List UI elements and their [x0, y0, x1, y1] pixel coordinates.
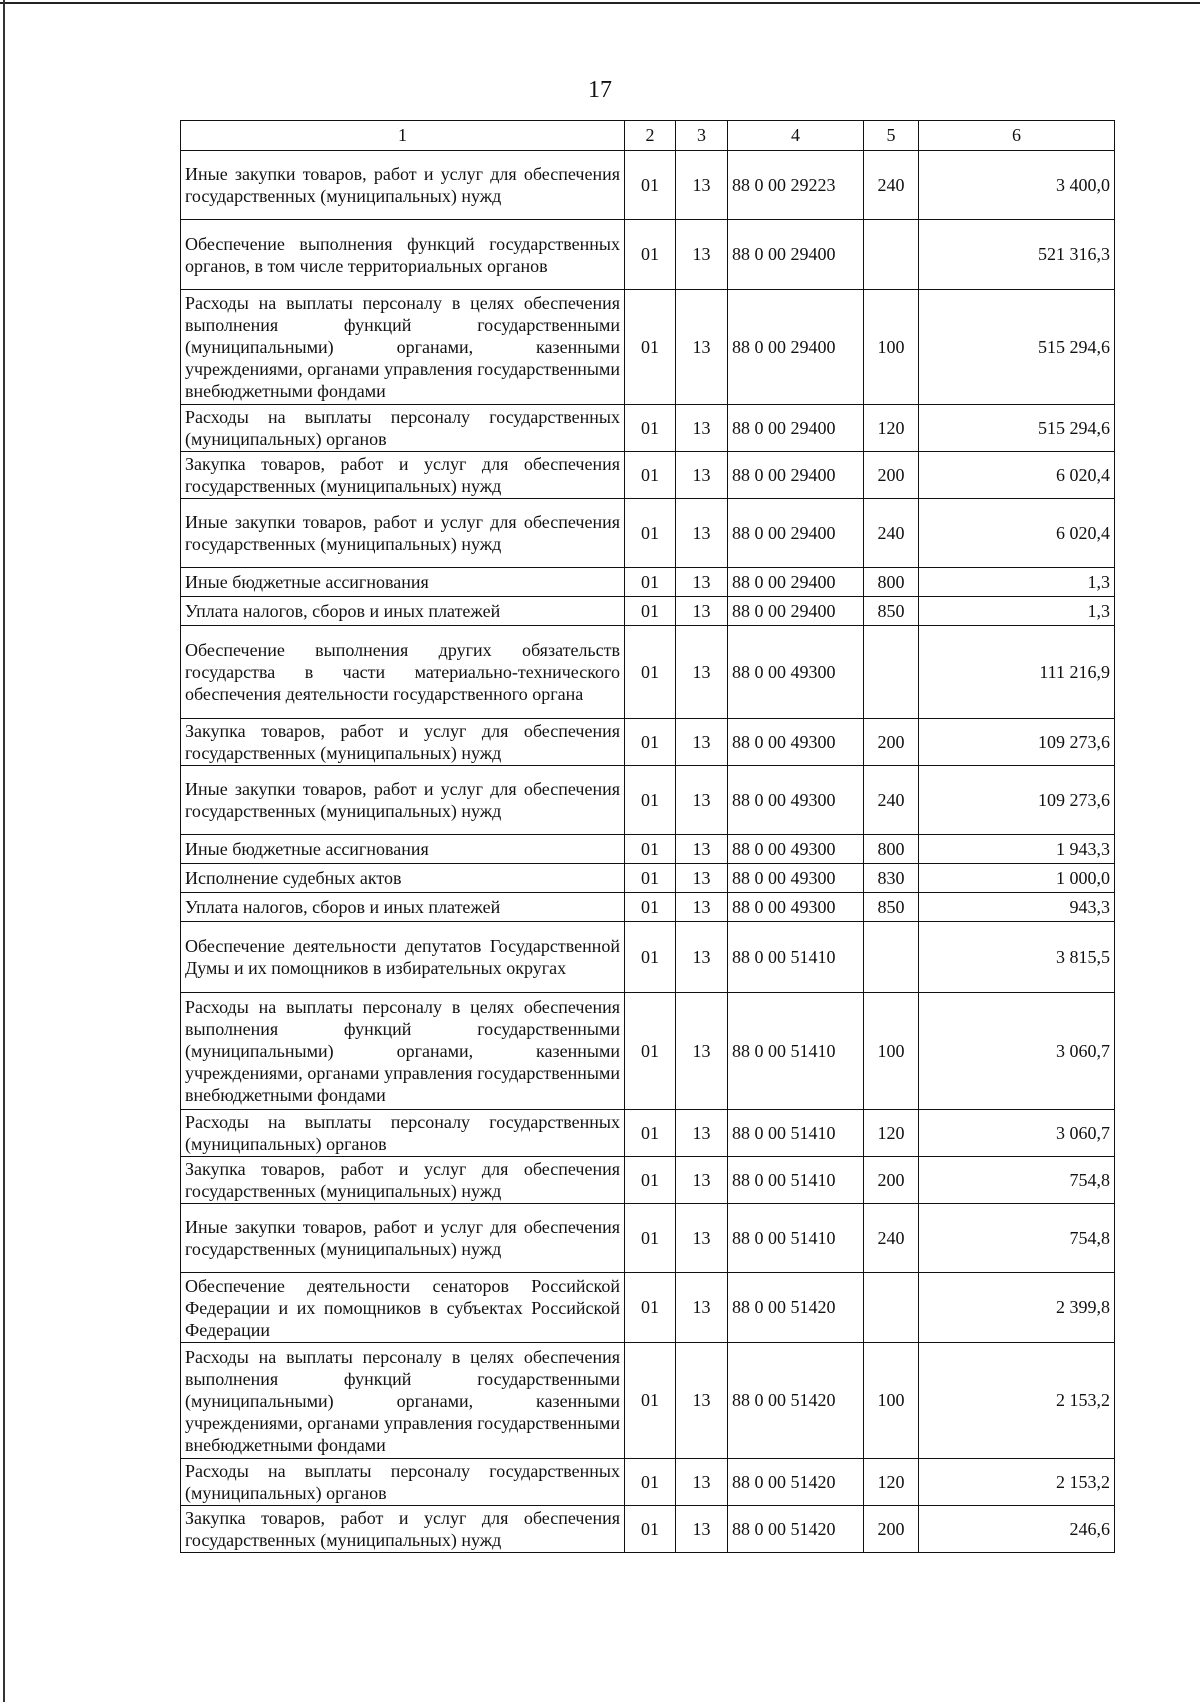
row-amount: 521 316,3 [919, 220, 1115, 290]
row-amount: 109 273,6 [919, 766, 1115, 835]
row-subsection: 13 [676, 719, 728, 766]
row-amount: 246,6 [919, 1506, 1115, 1553]
row-amount: 6 020,4 [919, 499, 1115, 568]
row-target-article: 88 0 00 49300 [728, 626, 864, 719]
row-subsection: 13 [676, 1506, 728, 1553]
row-target-article: 88 0 00 49300 [728, 719, 864, 766]
row-subsection: 13 [676, 151, 728, 220]
row-section: 01 [625, 290, 676, 405]
row-section: 01 [625, 597, 676, 626]
row-target-article: 88 0 00 29400 [728, 568, 864, 597]
row-expense-type [864, 626, 919, 719]
row-subsection: 13 [676, 220, 728, 290]
row-target-article: 88 0 00 51410 [728, 1110, 864, 1157]
row-subsection: 13 [676, 452, 728, 499]
table-row [181, 1204, 1115, 1273]
row-name: Исполнение судебных актов [181, 864, 625, 893]
header-col-5: 5 [864, 121, 919, 151]
table-row [181, 626, 1115, 719]
row-section: 01 [625, 864, 676, 893]
table-row [181, 893, 1115, 922]
budget-table [180, 120, 1115, 1553]
row-name: Закупка товаров, работ и услуг для обеспечения государственных (муниципальных) нужд [181, 719, 625, 766]
header-col-3: 3 [676, 121, 728, 151]
header-col-6: 6 [919, 121, 1115, 151]
row-target-article: 88 0 00 51410 [728, 1204, 864, 1273]
row-expense-type: 100 [864, 1343, 919, 1459]
table-header-row [181, 121, 1115, 151]
row-section: 01 [625, 626, 676, 719]
row-target-article: 88 0 00 51420 [728, 1343, 864, 1459]
row-name: Иные закупки товаров, работ и услуг для обеспечения государственных (муниципальных) нужд [181, 766, 625, 835]
row-section: 01 [625, 766, 676, 835]
row-section: 01 [625, 452, 676, 499]
row-subsection: 13 [676, 568, 728, 597]
row-expense-type: 830 [864, 864, 919, 893]
table-row [181, 993, 1115, 1110]
row-section: 01 [625, 568, 676, 597]
row-amount: 6 020,4 [919, 452, 1115, 499]
row-amount: 111 216,9 [919, 626, 1115, 719]
row-target-article: 88 0 00 29400 [728, 597, 864, 626]
row-expense-type: 240 [864, 1204, 919, 1273]
row-section: 01 [625, 719, 676, 766]
table-row [181, 597, 1115, 626]
row-section: 01 [625, 1273, 676, 1343]
row-expense-type: 200 [864, 719, 919, 766]
row-section: 01 [625, 220, 676, 290]
table-row [181, 922, 1115, 993]
row-amount: 754,8 [919, 1157, 1115, 1204]
row-amount: 515 294,6 [919, 405, 1115, 452]
row-expense-type: 850 [864, 597, 919, 626]
row-expense-type: 240 [864, 499, 919, 568]
row-target-article: 88 0 00 29400 [728, 290, 864, 405]
row-target-article: 88 0 00 49300 [728, 864, 864, 893]
table-row [181, 568, 1115, 597]
row-expense-type: 120 [864, 1459, 919, 1506]
row-subsection: 13 [676, 1204, 728, 1273]
table-body [181, 121, 1115, 1553]
table-row [181, 452, 1115, 499]
table-row [181, 766, 1115, 835]
row-target-article: 88 0 00 29400 [728, 452, 864, 499]
row-subsection: 13 [676, 1273, 728, 1343]
row-subsection: 13 [676, 835, 728, 864]
row-expense-type: 100 [864, 290, 919, 405]
row-amount: 2 153,2 [919, 1459, 1115, 1506]
table-row [181, 864, 1115, 893]
row-target-article: 88 0 00 51410 [728, 1157, 864, 1204]
row-expense-type: 200 [864, 1157, 919, 1204]
row-amount: 2 153,2 [919, 1343, 1115, 1459]
row-expense-type: 850 [864, 893, 919, 922]
row-name: Иные закупки товаров, работ и услуг для обеспечения государственных (муниципальных) нужд [181, 499, 625, 568]
row-target-article: 88 0 00 51410 [728, 922, 864, 993]
row-target-article: 88 0 00 29400 [728, 405, 864, 452]
row-name: Иные закупки товаров, работ и услуг для обеспечения государственных (муниципальных) нужд [181, 1204, 625, 1273]
row-section: 01 [625, 1110, 676, 1157]
row-target-article: 88 0 00 51420 [728, 1506, 864, 1553]
row-target-article: 88 0 00 29400 [728, 220, 864, 290]
scan-top-edge [0, 2, 1200, 4]
row-subsection: 13 [676, 1157, 728, 1204]
row-expense-type: 120 [864, 405, 919, 452]
header-col-4: 4 [728, 121, 864, 151]
row-name: Уплата налогов, сборов и иных платежей [181, 597, 625, 626]
row-subsection: 13 [676, 1110, 728, 1157]
row-section: 01 [625, 1459, 676, 1506]
row-amount: 3 400,0 [919, 151, 1115, 220]
row-name: Расходы на выплаты персоналу государственных (муниципальных) органов [181, 1110, 625, 1157]
row-expense-type: 200 [864, 452, 919, 499]
row-subsection: 13 [676, 626, 728, 719]
row-expense-type [864, 922, 919, 993]
row-subsection: 13 [676, 597, 728, 626]
row-name: Обеспечение выполнения функций государственных органов, в том числе территориальных органов [181, 220, 625, 290]
row-amount: 3 060,7 [919, 1110, 1115, 1157]
table-row [181, 1343, 1115, 1459]
row-subsection: 13 [676, 864, 728, 893]
row-expense-type: 200 [864, 1506, 919, 1553]
row-section: 01 [625, 993, 676, 1110]
row-target-article: 88 0 00 49300 [728, 835, 864, 864]
table-row [181, 719, 1115, 766]
row-name: Расходы на выплаты персоналу государственных (муниципальных) органов [181, 405, 625, 452]
row-target-article: 88 0 00 29223 [728, 151, 864, 220]
row-section: 01 [625, 1343, 676, 1459]
row-subsection: 13 [676, 766, 728, 835]
row-expense-type: 120 [864, 1110, 919, 1157]
table-row [181, 499, 1115, 568]
table-row [181, 1157, 1115, 1204]
row-name: Иные бюджетные ассигнования [181, 568, 625, 597]
table-row [181, 290, 1115, 405]
table-row [181, 1273, 1115, 1343]
row-expense-type [864, 1273, 919, 1343]
row-name: Расходы на выплаты персоналу в целях обеспечения выполнения функций государственными (муниципальными) органами, казенными учреждениями, органами управления государственными внебюджетными фондами [181, 1343, 625, 1459]
row-name: Закупка товаров, работ и услуг для обеспечения государственных (муниципальных) нужд [181, 1157, 625, 1204]
row-target-article: 88 0 00 51410 [728, 993, 864, 1110]
row-expense-type: 100 [864, 993, 919, 1110]
row-section: 01 [625, 405, 676, 452]
table-row [181, 1110, 1115, 1157]
row-subsection: 13 [676, 993, 728, 1110]
row-subsection: 13 [676, 405, 728, 452]
header-col-2: 2 [625, 121, 676, 151]
row-name: Обеспечение выполнения других обязательств государства в части материально-технического обеспечения деятельности государственного органа [181, 626, 625, 719]
header-col-1: 1 [181, 121, 625, 151]
table-row [181, 835, 1115, 864]
row-amount: 1 943,3 [919, 835, 1115, 864]
row-name: Закупка товаров, работ и услуг для обеспечения государственных (муниципальных) нужд [181, 452, 625, 499]
row-amount: 1,3 [919, 597, 1115, 626]
table-row [181, 1506, 1115, 1553]
row-expense-type [864, 220, 919, 290]
row-name: Расходы на выплаты персоналу в целях обеспечения выполнения функций государственными (муниципальными) органами, казенными учреждениями, органами управления государственными внебюджетными фондами [181, 993, 625, 1110]
row-amount: 3 815,5 [919, 922, 1115, 993]
row-section: 01 [625, 835, 676, 864]
row-amount: 1 000,0 [919, 864, 1115, 893]
row-target-article: 88 0 00 49300 [728, 766, 864, 835]
row-amount: 943,3 [919, 893, 1115, 922]
row-expense-type: 240 [864, 151, 919, 220]
row-amount: 3 060,7 [919, 993, 1115, 1110]
row-amount: 1,3 [919, 568, 1115, 597]
row-section: 01 [625, 893, 676, 922]
row-section: 01 [625, 1506, 676, 1553]
row-expense-type: 800 [864, 835, 919, 864]
page-number: 17 [588, 77, 612, 103]
table-row [181, 220, 1115, 290]
row-section: 01 [625, 1204, 676, 1273]
row-name: Расходы на выплаты персоналу в целях обеспечения выполнения функций государственными (муниципальными) органами, казенными учреждениями, органами управления государственными внебюджетными фондами [181, 290, 625, 405]
row-amount: 515 294,6 [919, 290, 1115, 405]
row-section: 01 [625, 922, 676, 993]
table-row [181, 405, 1115, 452]
table-row [181, 1459, 1115, 1506]
row-section: 01 [625, 1157, 676, 1204]
row-name: Закупка товаров, работ и услуг для обеспечения государственных (муниципальных) нужд [181, 1506, 625, 1553]
row-subsection: 13 [676, 922, 728, 993]
row-target-article: 88 0 00 29400 [728, 499, 864, 568]
scan-left-edge [3, 0, 5, 1702]
row-expense-type: 800 [864, 568, 919, 597]
row-subsection: 13 [676, 893, 728, 922]
row-subsection: 13 [676, 1459, 728, 1506]
row-target-article: 88 0 00 51420 [728, 1273, 864, 1343]
row-name: Иные закупки товаров, работ и услуг для обеспечения государственных (муниципальных) нужд [181, 151, 625, 220]
row-amount: 2 399,8 [919, 1273, 1115, 1343]
row-expense-type: 240 [864, 766, 919, 835]
row-target-article: 88 0 00 49300 [728, 893, 864, 922]
row-subsection: 13 [676, 499, 728, 568]
row-section: 01 [625, 499, 676, 568]
row-name: Обеспечение деятельности сенаторов Российской Федерации и их помощников в субъектах Российской Федерации [181, 1273, 625, 1343]
row-subsection: 13 [676, 290, 728, 405]
row-name: Уплата налогов, сборов и иных платежей [181, 893, 625, 922]
row-amount: 754,8 [919, 1204, 1115, 1273]
row-name: Иные бюджетные ассигнования [181, 835, 625, 864]
row-section: 01 [625, 151, 676, 220]
row-subsection: 13 [676, 1343, 728, 1459]
row-amount: 109 273,6 [919, 719, 1115, 766]
row-name: Обеспечение деятельности депутатов Государственной Думы и их помощников в избирательных округах [181, 922, 625, 993]
row-target-article: 88 0 00 51420 [728, 1459, 864, 1506]
table-row [181, 151, 1115, 220]
row-name: Расходы на выплаты персоналу государственных (муниципальных) органов [181, 1459, 625, 1506]
